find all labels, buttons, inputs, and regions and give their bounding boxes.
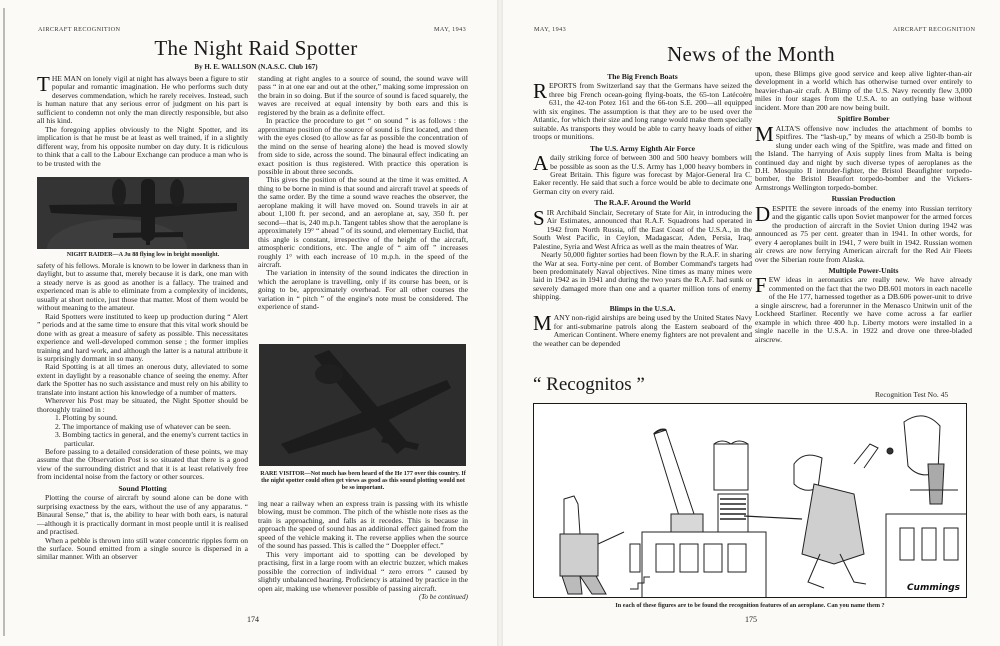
paragraph: Wherever his Post may be situated, the Night Spotter should be thoroughly trained in : bbox=[37, 396, 248, 414]
list-item: 3. Bombing tactics in general, and the enemy's current tactics in particular. bbox=[55, 430, 248, 448]
section-title: News of the Month bbox=[667, 42, 835, 66]
photo-caption: NIGHT RAIDER—A Ju 88 flying low in bright moonlight. bbox=[66, 252, 220, 258]
subheading: Spitfire Bomber bbox=[837, 114, 890, 124]
subheading: Russian Production bbox=[831, 194, 896, 204]
page-number: 175 bbox=[745, 615, 757, 624]
article-title: The Night Raid Spotter bbox=[154, 36, 358, 60]
drop-cap: F bbox=[755, 273, 767, 298]
right-column-1 bbox=[533, 70, 752, 348]
subheading: The R.A.F. Around the World bbox=[594, 198, 691, 208]
paragraph: SIR Archibald Sinclair, Secretary of State for Air, in introducing the Air Estimates, announced that R.A.F. Squadrons had operated in 1942 from North Russia, off the East Coast of the U.S.A., in the South West Pacific, in Ceylon, Madagascar, Aden, Persia, Iraq, Palestine, Syria and West Africa as well as the main theatres of War. bbox=[533, 205, 752, 251]
subheading: The Big French Boats bbox=[607, 72, 678, 81]
paragraph: This gives the position of the sound at the time it was emitted. A thing to be borne in mind is that sound and aircraft travel at speeds of the same order. By the time a sound wave reaches the observer, the aeroplane making it will have moved on. Sound travels in air at about 1,100 ft. per second, and an aeroplane at, say, 350 ft. per second—that is, 240 m.p.h. Tangent tables show that the aeroplane is approximately 19° “ ahead ” of its sound, and elementary Euclid, that this angle is constant, irrespective of the height of the aircraft, atmospheric conditions, etc. The angle of “ aim off ” increases roughly 1° with each increase of 10 m.p.h. in the speed of the aircraft. bbox=[258, 175, 468, 269]
drop-cap: D bbox=[755, 201, 771, 226]
left-column-2-bottom bbox=[258, 500, 468, 601]
recognitos-title: “ Recognitos ” bbox=[533, 374, 645, 395]
paragraph: DESPITE the severe inroads of the enemy into Russian territory and the gigantic calls upon Soviet manpower for the armed forces the production of aircraft in the Soviet Union during 1942 was announced as 75 per cent. greater than in 1941. In other words, for every 4 aeroplanes built in 1941, 7 were built in 1942. Russian women air crews are now ferrying American aircraft for the Red Air Fleets over the Siberian route from Alaska. bbox=[755, 201, 972, 264]
subheading: The U.S. Army Eighth Air Force bbox=[590, 143, 695, 153]
paragraph: In practice the procedure to get “ on sound ” is as follows : the approximate position of the source of sound is first located, and then with the eyes closed (to allow as far as possible the concentration of the mind on the sense of hearing alone) the head is moved slowly from side to side, across the sound. The binaural effect indicating an exact position is thus registered. With practice this operation is possible in about three seconds. bbox=[258, 116, 468, 176]
paragraph: THE MAN on lonely vigil at night has always been a figure to stir popular and romantic imagination. He who performs such duty deserves commendation, which he rarely receives. Instead, such is human nature that any serious error of judgment on his part is sufficient to condemn not only the man directly responsible, but also all his kind. bbox=[37, 72, 248, 126]
left-page bbox=[0, 0, 497, 646]
paragraph: upon, these Blimps give good service and keep alive lighter-than-air development in a world which has otherwise turned over entirely to heavier-than-air craft. A Blimp of the U.S. Navy recently flew 3,000 miles in four stages from the U.S.A. to an outlying base without incident. More than 200 are now being built. bbox=[755, 69, 972, 112]
paragraph: Raid Spotters were instituted to keep up production during “ Alert ” periods and at the same time to ensure that this vital work should be done with as great a measure of safety as possible. This necessitates experience and well-developed common sense ; the former implies training and hard work, and although the latter is a natural attribute it is surprisingly dormant in so many. bbox=[37, 311, 248, 363]
paragraph: Raid Spotting is at all times an onerous duty, alleviated to some extent in daylight by a reasonable chance of seeing the enemy. After dark the Spotter has no such assistance and must rely on his ability to translate into instant action his knowledge of a number of matters. bbox=[37, 362, 248, 397]
paragraph: MANY non-rigid airships are being used by the United States Navy for anti-submarine patrols along the Eastern seaboard of the American Continent. Where enemy fighters are not prevalent and the weather can be depended bbox=[533, 311, 752, 348]
photo-caption: RARE VISITOR—Not much has been heard of the He 177 over this country. If the night spotter could often get views as good as this sound plotting would not be so important. bbox=[260, 471, 466, 492]
running-head-publication: AIRCRAFT RECOGNITION bbox=[893, 26, 976, 33]
right-column-2 bbox=[755, 70, 972, 344]
list-item: 1. Plotting by sound. bbox=[55, 413, 118, 423]
running-head-publication: AIRCRAFT RECOGNITION bbox=[38, 26, 121, 33]
paragraph: When a pebble is thrown into still water concentric ripples form on the surface. Sound emitted from a single source is dispersed in a similar manner. With an observer bbox=[37, 535, 248, 562]
running-head-date: MAY, 1943 bbox=[534, 26, 567, 33]
aircraft-silhouette-icon bbox=[37, 177, 249, 249]
article-byline: By H. E. WALLSON (N.A.S.C. Club 167) bbox=[194, 63, 318, 71]
paragraph: Nearly 50,000 fighter sorties had been flown by the R.A.F. in sharing the War at sea. Forty-nine per cent. of Bomber Command's targets had been predominately Naval objectives. Nine times as many mines were laid in 1942 as in 1941 and during the two years the R.A.F. had sunk or severely damaged more than one and a quarter million tons of enemy shipping. bbox=[533, 250, 752, 302]
paragraph: ing near a railway when an express train is passing with its whistle blowing, must be common. The pitch of the whistle note rises as the train is approaching, and falls as it recedes. This is because in approach the speed of sound has an additional effect gained from the speed of the vehicle making it. The reverse applies when the source of the sound has passed. This is called the “ Doeppler effect.” bbox=[258, 499, 468, 551]
drop-cap: T bbox=[37, 72, 50, 96]
left-column-1-bottom bbox=[37, 262, 248, 562]
right-page bbox=[503, 0, 1000, 646]
paragraph: The variation in intensity of the sound indicates the direction in which the aeroplane is travelling, only if its course has been, or is going to be, approximately overhead. For all other courses the variation in “ pitch ” of the engine's note must be considered. The experience of stand- bbox=[258, 268, 468, 312]
cartoon-caption: In each of these figures are to be found the recognition features of an aeroplane. Can you name them ? bbox=[615, 602, 885, 609]
to-be-continued: (To be continued) bbox=[418, 592, 468, 601]
paragraph: The foregoing applies obviously to the Night Spotter, and its implication is that he must be at least as well trained, if in a slightly different way, from his opposite number on day duty. It is ridiculous to think that a call to the Labour Exchange can produce a man who is to be trusted with the bbox=[37, 124, 248, 168]
drop-cap: M bbox=[755, 121, 774, 146]
paragraph: A daily striking force of between 300 and 500 heavy bombers will be possible as soon as the U.S. Army has 1,000 heavy bombers in Great Britain. This figure was forecast by Major-General Ira C. Eaker recently. He said that such a force would be able to decimate one German city on every raid. bbox=[533, 151, 752, 196]
paragraph: Plotting the course of aircraft by sound alone can be done with surprising exactness by the ears, without the use of any apparatus. “ Binaural Sense,” that is, the ability to hear with both ears, is natural—although it is practically dormant in most people until it is realised and practised. bbox=[37, 493, 248, 537]
paragraph: FEW ideas in aeronautics are really new. We have already commented on the fact that the two DB.601 motors in each nacelle of the He 177, harnessed together as a DB.606 power-unit to drive a single airscrew, had a forerunner in the Menasco Unitwin unit of the Lockheed Starliner. Recently we have come across a far earlier example in which three 400 h.p. Liberty motors were installed in a single nacelle in the U.S.A. in 1922 and drove one three-bladed airscrew. bbox=[755, 273, 972, 344]
page-number: 174 bbox=[247, 615, 259, 624]
subheading-sound-plotting: Sound Plotting bbox=[118, 483, 167, 493]
cartoonist-signature: Cummings bbox=[906, 583, 960, 593]
recognition-test-number: Recognition Test No. 45 bbox=[875, 390, 949, 399]
photo-he177-rare-visitor bbox=[259, 344, 466, 466]
subheading: Blimps in the U.S.A. bbox=[609, 303, 676, 313]
left-column-1-top bbox=[37, 72, 248, 168]
left-column-2-top bbox=[258, 75, 468, 312]
list-item: 2. The importance of making use of whatever can be seen. bbox=[55, 421, 231, 431]
drop-cap: R bbox=[533, 79, 548, 104]
courtroom-cartoon-icon bbox=[534, 404, 967, 598]
training-list bbox=[37, 414, 248, 448]
paragraph: Before passing to a detailed consideration of these points, we may assume that the Observation Post is so situated that there is a good view of the surrounding district and that it is at least relatively free from incidental noise from the factory or other sources. bbox=[37, 446, 248, 482]
drop-cap: A bbox=[533, 151, 549, 176]
aircraft-silhouette-icon bbox=[259, 344, 466, 466]
paragraph: MALTA'S offensive now includes the attachment of bombs to Spitfires. The “lash-up,” by means of which a 250-lb bomb is slung under each wing of the Spitfire, was made and fitted on the Island. The harrying of Axis supply lines from Malta is being continued day and night by such diverse types of aeroplanes as the D.H. Mosquito II intruder-fighter, the Bristol Beaufighter torpedo-bomber, the Bristol Beaufort torpedo-bomber and the Vickers-Armstrongs Wellington torpedo-bomber. bbox=[755, 121, 972, 192]
paragraph: REPORTS from Switzerland say that the Germans have seized the three big French ocean-going flying-boats, the 65-ton Latécoère 631, the 42-ton Potez 161 and the 66-ton S.E. 200—all equipped with six engines. The assumption is that they are to be used over the Atlantic, for which their size and long range would make them specially suitable. As transports they would be able to carry heavy loads of either troops or munitions. bbox=[533, 79, 752, 142]
drop-cap: M bbox=[533, 311, 552, 336]
photo-ju88-night-raider bbox=[37, 177, 249, 249]
subheading: Multiple Power-Units bbox=[828, 265, 899, 275]
paragraph: This very important aid to spotting can be developed by practising, first in a large room with an electric buzzer, which makes possible the correction of individual “ zero errors ” caused by slightly unbalanced hearing. Proficiency is attained by practice in the open air, making use whenever possible of passing aircraft. (To be continued) bbox=[258, 549, 468, 601]
paragraph: standing at right angles to a source of sound, the sound wave will pass “ in at one ear and out at the other,” making some impression on the brain in so doing. But if the source of sound is faced squarely, the waves are received at equal intensity by both ears and this is registered by the brain as a definite effect. bbox=[258, 74, 468, 117]
paragraph: safety of his fellows. Morale is known to be lower in darkness than in daylight, but to assume that, merely because it is dark, one man with a steady nerve is as good as another is a fallacy. The trained and experienced man is able to eliminate from a complexity of incidents, usually at short notice, just those that matter. Most of them would be without meaning to the amateur. bbox=[37, 261, 248, 313]
drop-cap: S bbox=[533, 205, 545, 230]
running-head-date: MAY, 1943 bbox=[434, 26, 467, 33]
recognitos-cartoon bbox=[533, 403, 967, 598]
